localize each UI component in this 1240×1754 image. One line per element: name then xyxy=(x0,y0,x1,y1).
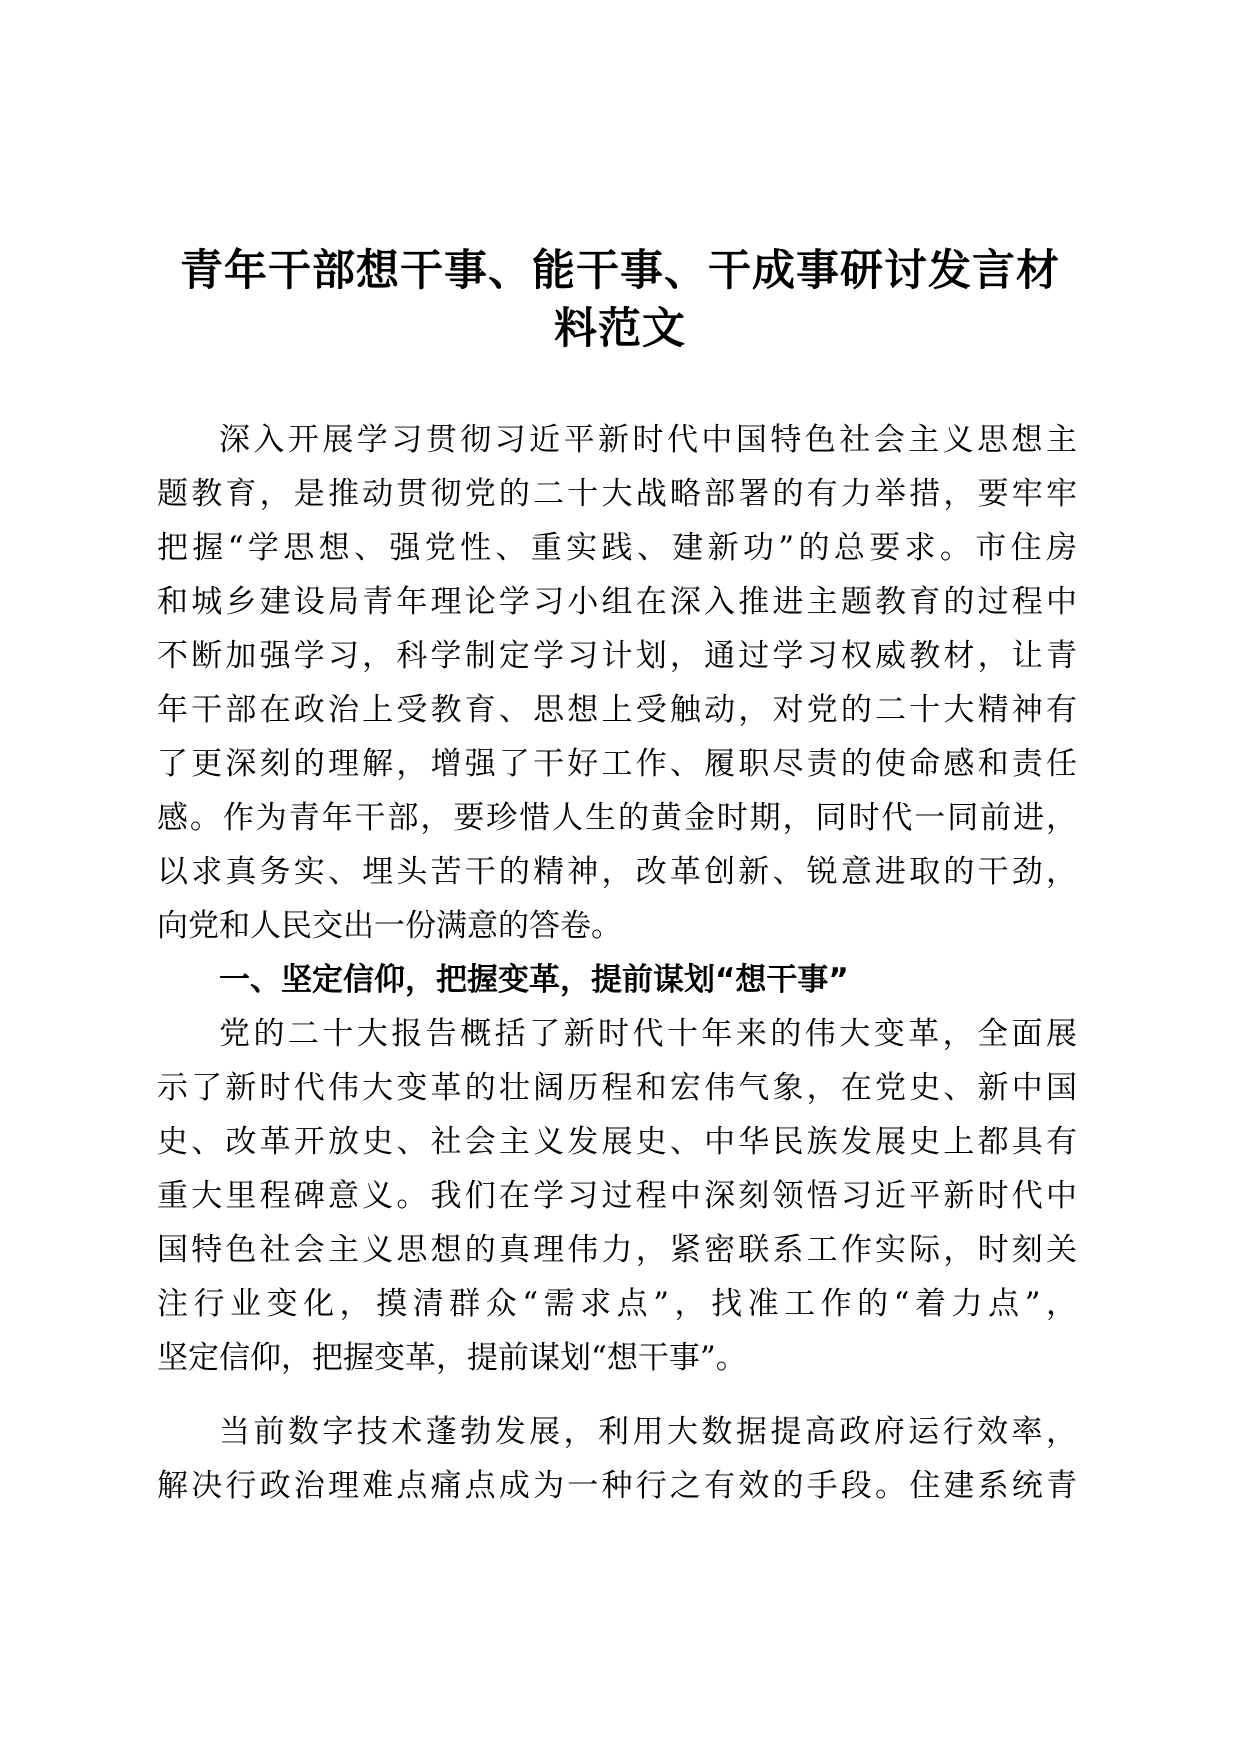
paragraph-1-line: 了更深刻的理解，增强了干好工作、履职尽责的使命感和责任 xyxy=(157,746,1077,782)
paragraph-1-line: 不断加强学习，科学制定学习计划，通过学习权威教材，让青 xyxy=(157,638,1077,674)
paragraph-3-line: 解决行政治理难点痛点成为一种行之有效的手段。住建系统青 xyxy=(157,1468,1077,1504)
section-heading-1: 一、坚定信仰，把握变革，提前谋划“想干事” xyxy=(219,962,849,998)
document-title xyxy=(150,242,1090,358)
paragraph-3-line: 当前数字技术蓬勃发展，利用大数据提高政府运行效率， xyxy=(219,1414,1077,1450)
title-line-1: 青年干部想干事、能干事、干成事研讨发言材 xyxy=(180,246,1060,296)
paragraph-2-line: 史、改革开放史、社会主义发展史、中华民族发展史上都具有 xyxy=(157,1124,1077,1160)
paragraph-2-line: 注行业变化，摸清群众“需求点”，找准工作的“着力点”， xyxy=(157,1286,1077,1322)
paragraph-2-line: 示了新时代伟大变革的壮阔历程和宏伟气象，在党史、新中国 xyxy=(157,1070,1077,1106)
paragraph-1-line: 深入开展学习贯彻习近平新时代中国特色社会主义思想主 xyxy=(219,422,1077,458)
paragraph-1-line: 年干部在政治上受教育、思想上受触动，对党的二十大精神有 xyxy=(157,692,1077,728)
paragraph-spacer xyxy=(157,1385,1077,1405)
paragraph-1-line: 以求真务实、埋头苦干的精神，改革创新、锐意进取的干劲， xyxy=(157,854,1077,890)
paragraph-1-line: 感。作为青年干部，要珍惜人生的黄金时期，同时代一同前进， xyxy=(157,800,1077,836)
paragraph-1-line: 向党和人民交出一份满意的答卷。 xyxy=(157,908,622,944)
paragraph-2-line: 坚定信仰，把握变革，提前谋划“想干事”。 xyxy=(157,1340,747,1376)
paragraph-1-line: 题教育，是推动贯彻党的二十大战略部署的有力举措，要牢牢 xyxy=(157,476,1077,512)
title-line-2: 料范文 xyxy=(554,304,686,354)
paragraph-2-line: 党的二十大报告概括了新时代十年来的伟大变革，全面展 xyxy=(219,1016,1077,1052)
document-body xyxy=(157,413,1077,1513)
paragraph-2-line: 国特色社会主义思想的真理伟力，紧密联系工作实际，时刻关 xyxy=(157,1232,1077,1268)
paragraph-1-line: 把握“学思想、强党性、重实践、建新功”的总要求。市住房 xyxy=(157,530,1077,566)
paragraph-2-line: 重大里程碑意义。我们在学习过程中深刻领悟习近平新时代中 xyxy=(157,1178,1077,1214)
paragraph-1-line: 和城乡建设局青年理论学习小组在深入推进主题教育的过程中 xyxy=(157,584,1077,620)
